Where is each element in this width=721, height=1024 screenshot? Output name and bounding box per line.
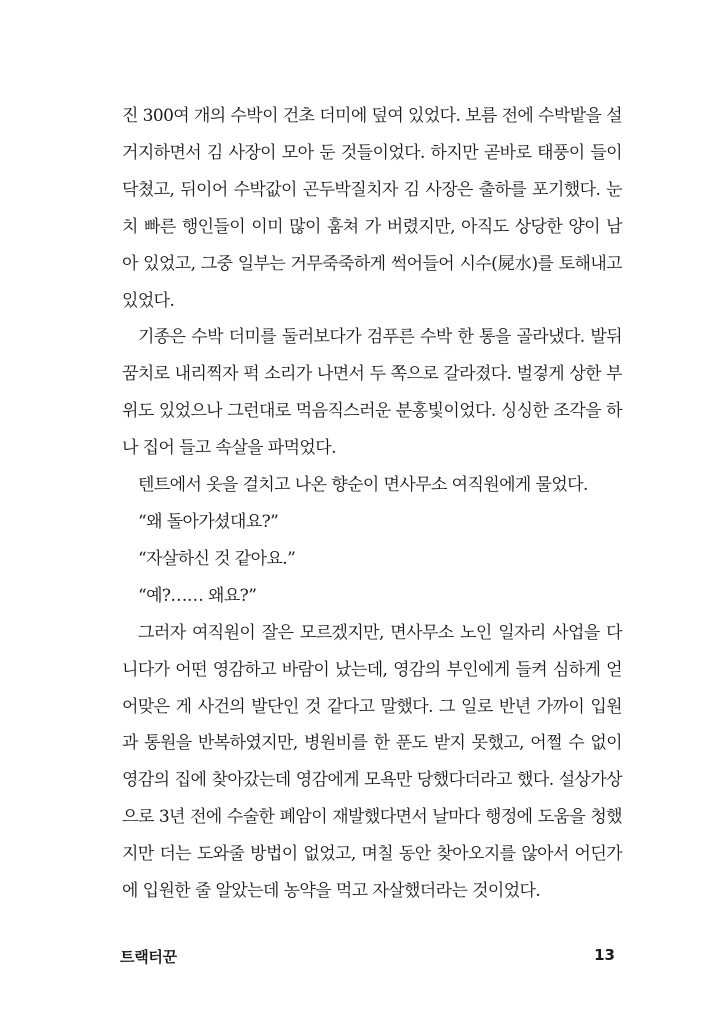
paragraph: 그러자 여직원이 잘은 모르겠지만, 면사무소 노인 일자리 사업을 다니다가 어떤 영감하고 바람이 났는데, 영감의 부인에게 들켜 심하게 얻어맞은 게 사건의 발단인 것 같다고 말했다. 그 일로 반년 가까이 입원과 통원을 반복하였지만, 병원비를 한 푼도 받지 못했고, 어쩔 수 없이 영감의 집에 찾아갔는데 영감에게 모욕만 당했다더라고 했다. 설상가상으로 3년 전에 수술한 폐암이 재발했다면서 날마다 행정에 도움을 청했지만 더는 도와줄 방법이 없었고, 며칠 동안 찾아오지를 않아서 어딘가에 입원한 줄 알았는데 농약을 먹고 자살했더라는 것이었다. (122, 622, 622, 902)
dialogue-line: “자살하신 것 같아요.” (138, 548, 296, 569)
paragraph: 기종은 수박 더미를 둘러보다가 검푸른 수박 한 통을 골라냈다. 발뒤꿈치로 내리찍자 퍽 소리가 나면서 두 쪽으로 갈라졌다. 벌겋게 상한 부위도 있었으나 그런대로 먹음직스러운 분홍빛이었다. 싱싱한 조각을 하나 집어 들고 속살을 파먹었다. (122, 327, 622, 459)
body-text (122, 98, 622, 910)
dialogue-line: “왜 돌아가셨대요?” (138, 511, 279, 532)
running-footer-title: 트랙터꾼 (120, 948, 177, 966)
dialogue-line: “예?…… 왜요?” (138, 585, 257, 606)
paragraph: 진 300여 개의 수박이 건초 더미에 덮여 있었다. 보름 전에 수박밭을 설거지하면서 김 사장이 모아 둔 것들이었다. 하지만 곧바로 태풍이 들이닥쳤고, 뒤이어 수박값이 곤두박질치자 김 사장은 출하를 포기했다. 눈치 빠른 행인들이 이미 많이 훔쳐 가 버렸지만, 아직도 상당한 양이 남아 있었고, 그중 일부는 거무죽죽하게 썩어들어 시수(屍水)를 토해내고 있었다. (122, 106, 622, 311)
paragraph: 텐트에서 옷을 걸치고 나온 향순이 면사무소 여직원에게 물었다. (138, 475, 588, 496)
page-number: 13 (594, 946, 615, 964)
